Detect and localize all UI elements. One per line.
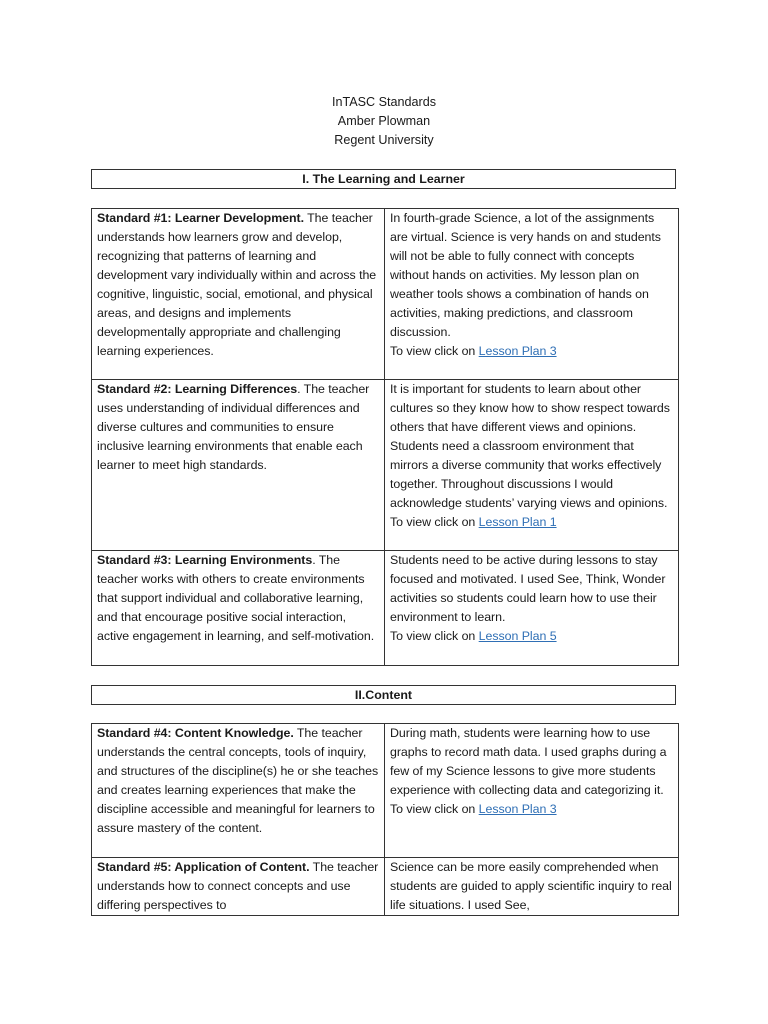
standard-title: Standard #5: Application of Content. xyxy=(97,860,310,874)
standard-cell xyxy=(92,858,385,916)
standard-description: . The teacher uses understanding of individual differences and diverse cultures and communities to ensure inclusive learning environments that enable each learner to meet high standards. xyxy=(97,382,370,472)
reflection-text: Science can be more easily comprehended when students are guided to apply scientific inquiry to real life situations. I used See, xyxy=(390,860,672,912)
reflection-cell xyxy=(385,209,679,380)
reflection-cell xyxy=(385,380,679,551)
table-row xyxy=(92,858,679,916)
standard-cell xyxy=(92,551,385,666)
lesson-plan-3-link[interactable]: Lesson Plan 3 xyxy=(478,344,557,358)
table-row xyxy=(92,380,679,551)
reflection-text: Students need to be active during lessons to stay focused and motivated. I used See, Think, Wonder activities so students could learn how to use their environment to learn. xyxy=(390,553,666,624)
reflection-text: During math, students were learning how to use graphs to record math data. I used graphs during a few of my Science lessons to give more students experience with collecting data and categorizing it. xyxy=(390,726,667,797)
reflection-text: It is important for students to learn about other cultures so they know how to show respect towards others that have different views and opinions. Students need a classroom environment that mirrors a diverse community that works effectively together. Throughout discussions I would acknowledge students’ varying views and opinions. xyxy=(390,382,670,510)
standard-cell xyxy=(92,380,385,551)
section-header-content: II.Content xyxy=(91,685,676,705)
view-prefix: To view click on xyxy=(390,629,479,643)
reflection-cell xyxy=(385,551,679,666)
reflection-cell xyxy=(385,858,679,916)
view-prefix: To view click on xyxy=(390,802,479,816)
lesson-plan-5-link[interactable]: Lesson Plan 5 xyxy=(478,629,557,643)
table-row xyxy=(92,724,679,858)
institution-name: Regent University xyxy=(334,133,434,147)
reflection-text: In fourth-grade Science, a lot of the assignments are virtual. Science is very hands on and students will not be able to fully connect with concepts without hands on activities. My lesson plan on weather tools shows a combination of hands on activities, making predictions, and classroom discussion. xyxy=(390,211,661,339)
document-title: InTASC Standards xyxy=(331,95,437,109)
document-title-block xyxy=(0,93,768,150)
view-prefix: To view click on xyxy=(390,344,479,358)
standard-description: The teacher understands how learners grow and develop, recognizing that patterns of learning and development vary individually within and across the cognitive, linguistic, social, emotional, and physical areas, and designs and implements developmentally appropriate and challenging learning experiences. xyxy=(97,211,377,358)
standard-title: Standard #3: Learning Environments xyxy=(97,553,313,567)
lesson-plan-3-link[interactable]: Lesson Plan 3 xyxy=(478,802,557,816)
section-header-learner: I. The Learning and Learner xyxy=(91,169,676,189)
author-name: Amber Plowman xyxy=(337,114,431,128)
standards-table-learner xyxy=(91,208,679,666)
table-row xyxy=(92,209,679,380)
standard-title: Standard #2: Learning Differences xyxy=(97,382,298,396)
standard-description: . The teacher works with others to create environments that support individual and collaborative learning, and that encourage positive social interaction, active engagement in learning, and self-motivation. xyxy=(97,553,375,643)
standard-title: Standard #4: Content Knowledge. xyxy=(97,726,294,740)
table-row xyxy=(92,551,679,666)
standards-table-content xyxy=(91,723,679,916)
lesson-plan-1-link[interactable]: Lesson Plan 1 xyxy=(478,515,557,529)
standard-description: The teacher understands the central concepts, tools of inquiry, and structures of the discipline(s) he or she teaches and creates learning experiences that make the discipline accessible and meaningful for learners to assure mastery of the content. xyxy=(97,726,379,835)
standard-cell xyxy=(92,209,385,380)
standard-title: Standard #1: Learner Development. xyxy=(97,211,304,225)
standard-description: The teacher understands how to connect concepts and use differing perspectives to xyxy=(97,860,379,912)
view-prefix: To view click on xyxy=(390,515,479,529)
standard-cell xyxy=(92,724,385,858)
reflection-cell xyxy=(385,724,679,858)
